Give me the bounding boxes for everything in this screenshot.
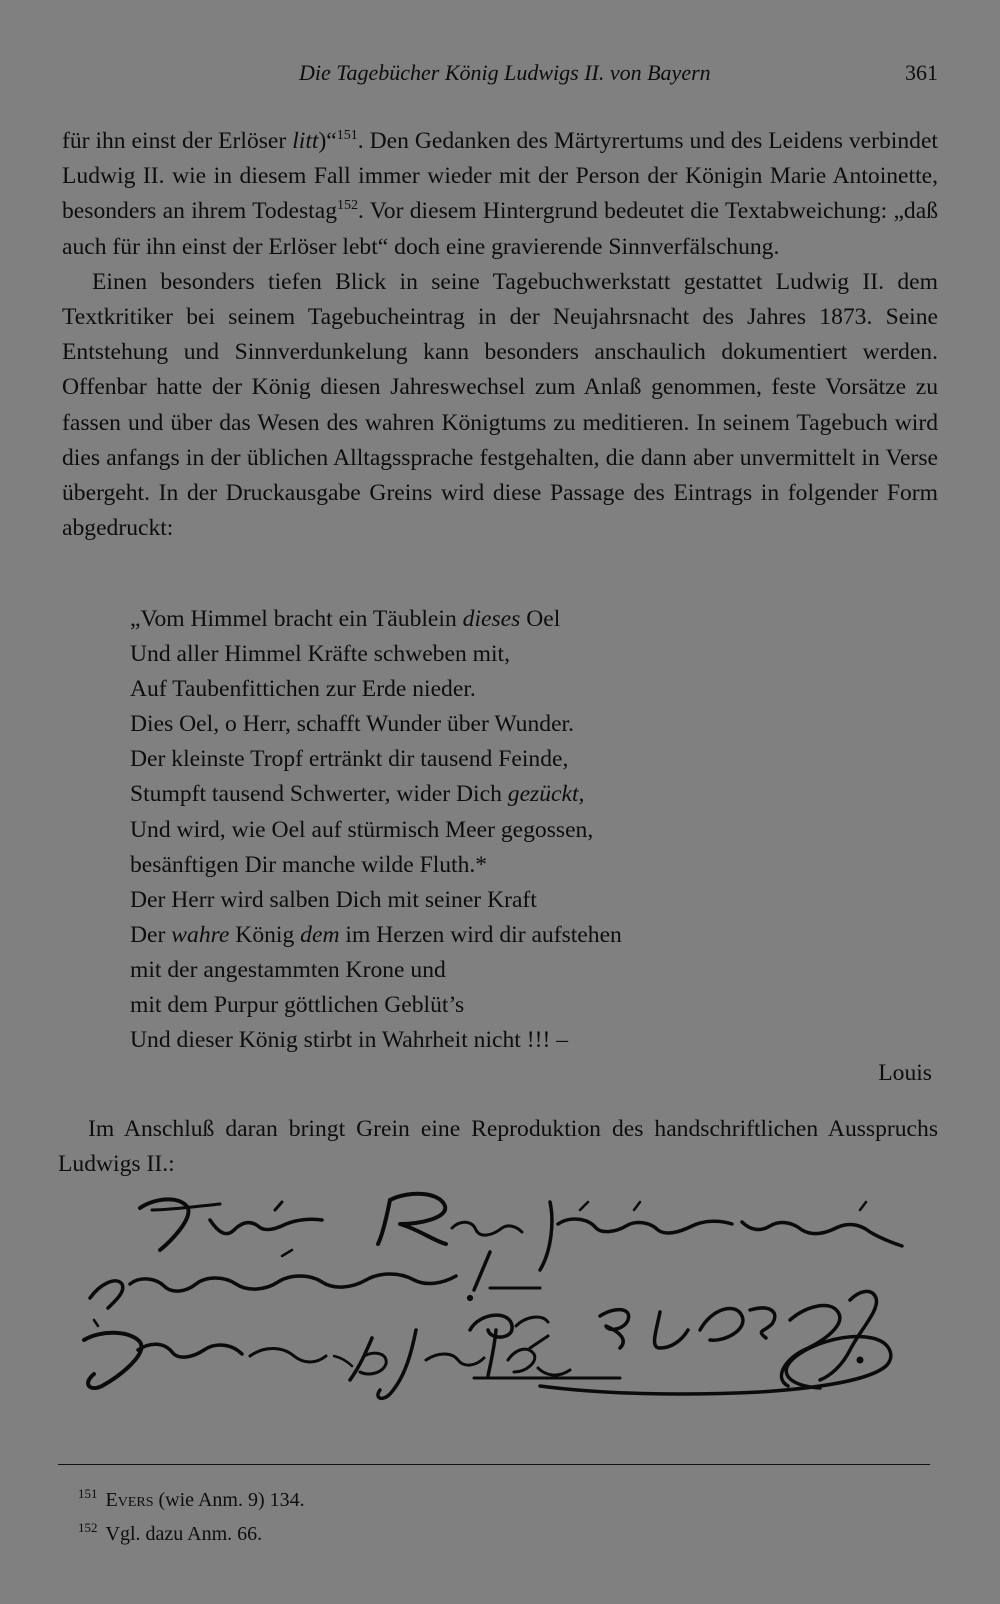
body-text bbox=[62, 124, 938, 546]
footnote-author: Evers bbox=[105, 1489, 154, 1511]
footnotes bbox=[78, 1480, 305, 1548]
paragraph-3: Im Anschluß daran bringt Grein eine Reproduktion des handschriftlichen Ausspruchs Ludwigs II.: bbox=[58, 1116, 938, 1178]
paragraph-1-text-b: )“ bbox=[318, 128, 337, 154]
footnote-number: 151 bbox=[78, 1486, 98, 1501]
poem-line: Stumpft tausend Schwerter, wider Dich gezückt, bbox=[130, 781, 585, 808]
poem-line: Dies Oel, o Herr, schafft Wunder über Wunder. bbox=[130, 711, 574, 738]
poem-line: Und dieser König stirbt in Wahrheit nicht !!! – bbox=[130, 1027, 568, 1054]
poem-line: Der wahre König dem im Herzen wird dir aufstehen bbox=[130, 921, 622, 948]
poem-line: mit der angestammten Krone und bbox=[130, 956, 446, 983]
poem-line: mit dem Purpur göttlichen Geblüt’s bbox=[130, 992, 465, 1019]
footnote-text: Vgl. dazu Anm. 66. bbox=[105, 1523, 263, 1545]
handwriting-image bbox=[60, 1180, 940, 1450]
italic-word: wahre bbox=[171, 921, 230, 948]
italic-word: gezückt, bbox=[507, 781, 585, 808]
italic-word: dieses bbox=[462, 606, 521, 632]
footnote-ref-151[interactable]: 151 bbox=[336, 128, 358, 143]
paragraph-1 bbox=[62, 124, 938, 265]
after-text bbox=[58, 1112, 938, 1182]
paragraph-1-text-d: . Vor diesem Hintergrund bedeutet die Textabweichung: „daß auch für ihn einst der Erlöser lebt“ doch eine gravierende Sinnverfälschung. bbox=[62, 198, 939, 260]
footnote-152 bbox=[78, 1514, 305, 1548]
poem-quotation bbox=[130, 602, 830, 1058]
poem-line: „Vom Himmel bracht ein Täublein dieses Oel bbox=[130, 606, 561, 632]
running-header bbox=[62, 56, 938, 92]
footnote-text: (wie Anm. 9) 134. bbox=[153, 1489, 305, 1511]
paragraph-2: Einen besonders tiefen Blick in seine Tagebuchwerkstatt gestattet Ludwig II. dem Textkritiker bei seinem Tagebucheintrag in der Neujahrsnacht des Jahres 1873. Seine Entstehung und Sinnverdunkelung kann besonders anschaulich dokumentiert werden. Offenbar hatte der König diesen Jahreswechsel zum Anlaß genommen, feste Vorsätze zu fassen und über das Wesen des wahren Königtums zu meditieren. In seinem Tagebuch wird dies anfangs in der üblichen Alltagssprache festgehalten, die dann aber unvermittelt in Verse übergeht. In der Druckausgabe Greins wird diese Passage des Eintrags in folgender Form abgedruckt: bbox=[62, 268, 938, 542]
running-title: Die Tagebücher König Ludwigs II. von Bayern bbox=[299, 60, 711, 85]
footnote-number: 152 bbox=[78, 1520, 98, 1535]
paragraph-1-text-c: . Den Gedanken des Märtyrertums und des Leidens verbindet Ludwig II. wie in diesem Fall immer wieder mit der Person der Königin Marie Antoinette, besonders an ihrem Todestag bbox=[62, 128, 938, 225]
poem-line: Der Herr wird salben Dich mit seiner Kraft bbox=[130, 886, 537, 913]
poem-line: Der kleinste Tropf ertränkt dir tausend Feinde, bbox=[130, 746, 569, 773]
handwritten-facsimile bbox=[60, 1180, 940, 1450]
poem-line: besänftigen Dir manche wilde Fluth.* bbox=[130, 851, 488, 878]
poem-line: Und wird, wie Oel auf stürmisch Meer gegossen, bbox=[130, 816, 594, 843]
poem-line: Auf Taubenfittichen zur Erde nieder. bbox=[130, 676, 476, 703]
paragraph-1-text-a: für ihn einst der Erlöser bbox=[62, 128, 293, 154]
page-number: 361 bbox=[905, 60, 938, 85]
italic-word: dem bbox=[300, 921, 340, 948]
poem-line: Und aller Himmel Kräfte schweben mit, bbox=[130, 641, 510, 668]
footnote-ref-152[interactable]: 152 bbox=[337, 198, 358, 214]
italic-word: litt bbox=[292, 128, 319, 154]
poem-signature: Louis bbox=[878, 1060, 932, 1086]
footnote-divider bbox=[58, 1464, 930, 1465]
footnote-151 bbox=[78, 1480, 305, 1514]
